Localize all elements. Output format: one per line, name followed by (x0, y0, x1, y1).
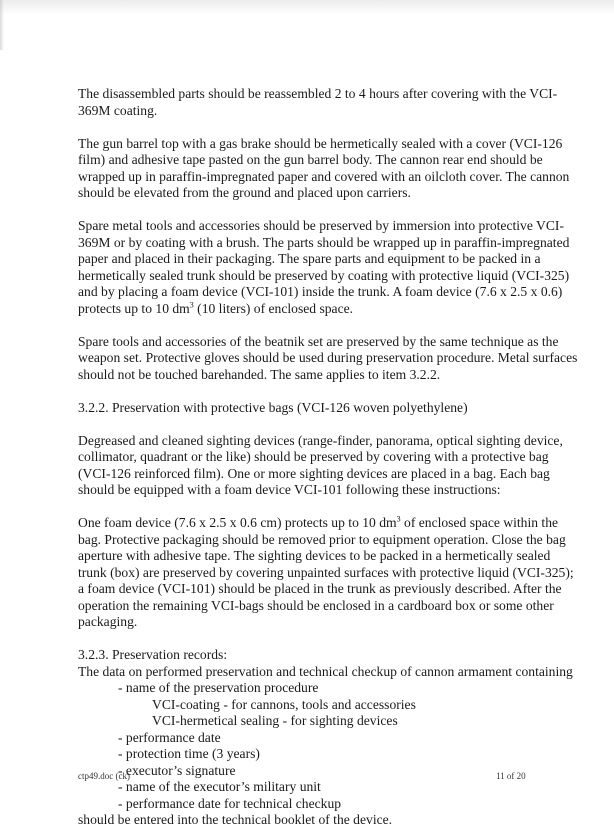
superscript: 3 (396, 514, 401, 524)
paragraph-text: of enclosed space within the bag. Protective packaging should be removed prior to equipment operation. Close the bag aperture with adhesive tape. The sighting devices to be packed in a hermetically sealed trunk (box) are preserved by covering unpainted surfaces with protective liquid (VCI-325); a foam device (VCI-101) should be placed in the trunk as previously described. After the operation the remaining VCI-bags should be enclosed in a cardboard box or some other packaging. (78, 515, 574, 629)
list-subitem: VCI-hermetical sealing - for sighting devices (152, 713, 398, 728)
list-item: - performance date (118, 729, 221, 745)
list-item: - performance date for technical checkup (118, 795, 342, 811)
section-heading-3-2-3: 3.2.3. Preservation records: (78, 647, 228, 662)
list-item: - name of the preservation procedure (118, 680, 319, 695)
footer-page-number: 11 of 20 (496, 771, 526, 781)
footer-filename: ctp49.doc (ck) (78, 771, 130, 781)
list-item: - name of the executor’s military unit (118, 779, 321, 794)
document-page (78, 86, 578, 829)
records-outro: should be entered into the technical booklet of the device. (78, 812, 393, 827)
paragraph-text: Spare metal tools and accessories should be preserved by immersion into protective VCI-369M or by coating with a brush. The parts should be wrapped up in paraffin-impregnated paper and placed in their packaging. The spare parts and equipment to be packed in a hermetically sealed trunk should be preserved by coating with protective liquid (VCI-325) and by placing a foam device (VCI-101) inside the trunk. A foam device (7.6 x 2.5 x 0.6) protects up to 10 dm (78, 218, 570, 316)
paragraph-text: One foam device (7.6 x 2.5 x 0.6 cm) protects up to 10 dm (78, 515, 397, 530)
list-subitem: VCI-coating - for cannons, tools and accessories (152, 696, 416, 712)
records-list (78, 664, 578, 829)
list-item: - executor’s signature (118, 762, 236, 778)
list-item: - protection time (3 years) (118, 746, 260, 761)
paragraph-text: (10 liters) of enclosed space. (193, 300, 354, 316)
section-heading-3-2-2: 3.2.2. Preservation with protective bags (VCI-126 woven polyethylene) (78, 399, 468, 415)
paragraph-beatnik-set: Spare tools and accessories of the beatnik set are preserved by the same technique as the weapon set. Protective gloves should be used during preservation procedure. Metal surfaces should not be touched barehanded. The same applies to item 3.2.2. (78, 333, 578, 382)
superscript: 3 (189, 299, 194, 309)
paragraph-spare-metal-tools (78, 218, 578, 317)
scan-artifact-left (0, 0, 4, 50)
paragraph-sighting-devices: Degreased and cleaned sighting devices (range-finder, panorama, optical sighting device, collimator, quadrant or the like) should be preserved by covering with a protective bag (VCI-126 reinforced film). One or more sighting devices are placed in a bag. Each bag should be equipped with a foam device VCI-101 following these instructions: (78, 432, 563, 497)
paragraph-gun-barrel: The gun barrel top with a gas brake should be hermetically sealed with a cover (VCI-126 film) and adhesive tape pasted on the gun barrel body. The cannon rear end should be wrapped up in paraffin-impregnated paper and covered with an oilcloth cover. The cannon should be elevated from the ground and placed upon carriers. (78, 135, 570, 200)
scan-artifact-top (0, 0, 614, 14)
paragraph-foam-device (78, 515, 578, 631)
paragraph-reassembly: The disassembled parts should be reassembled 2 to 4 hours after covering with the VCI-369M coating. (78, 86, 558, 118)
records-intro: The data on performed preservation and technical checkup of cannon armament containing (78, 663, 573, 679)
